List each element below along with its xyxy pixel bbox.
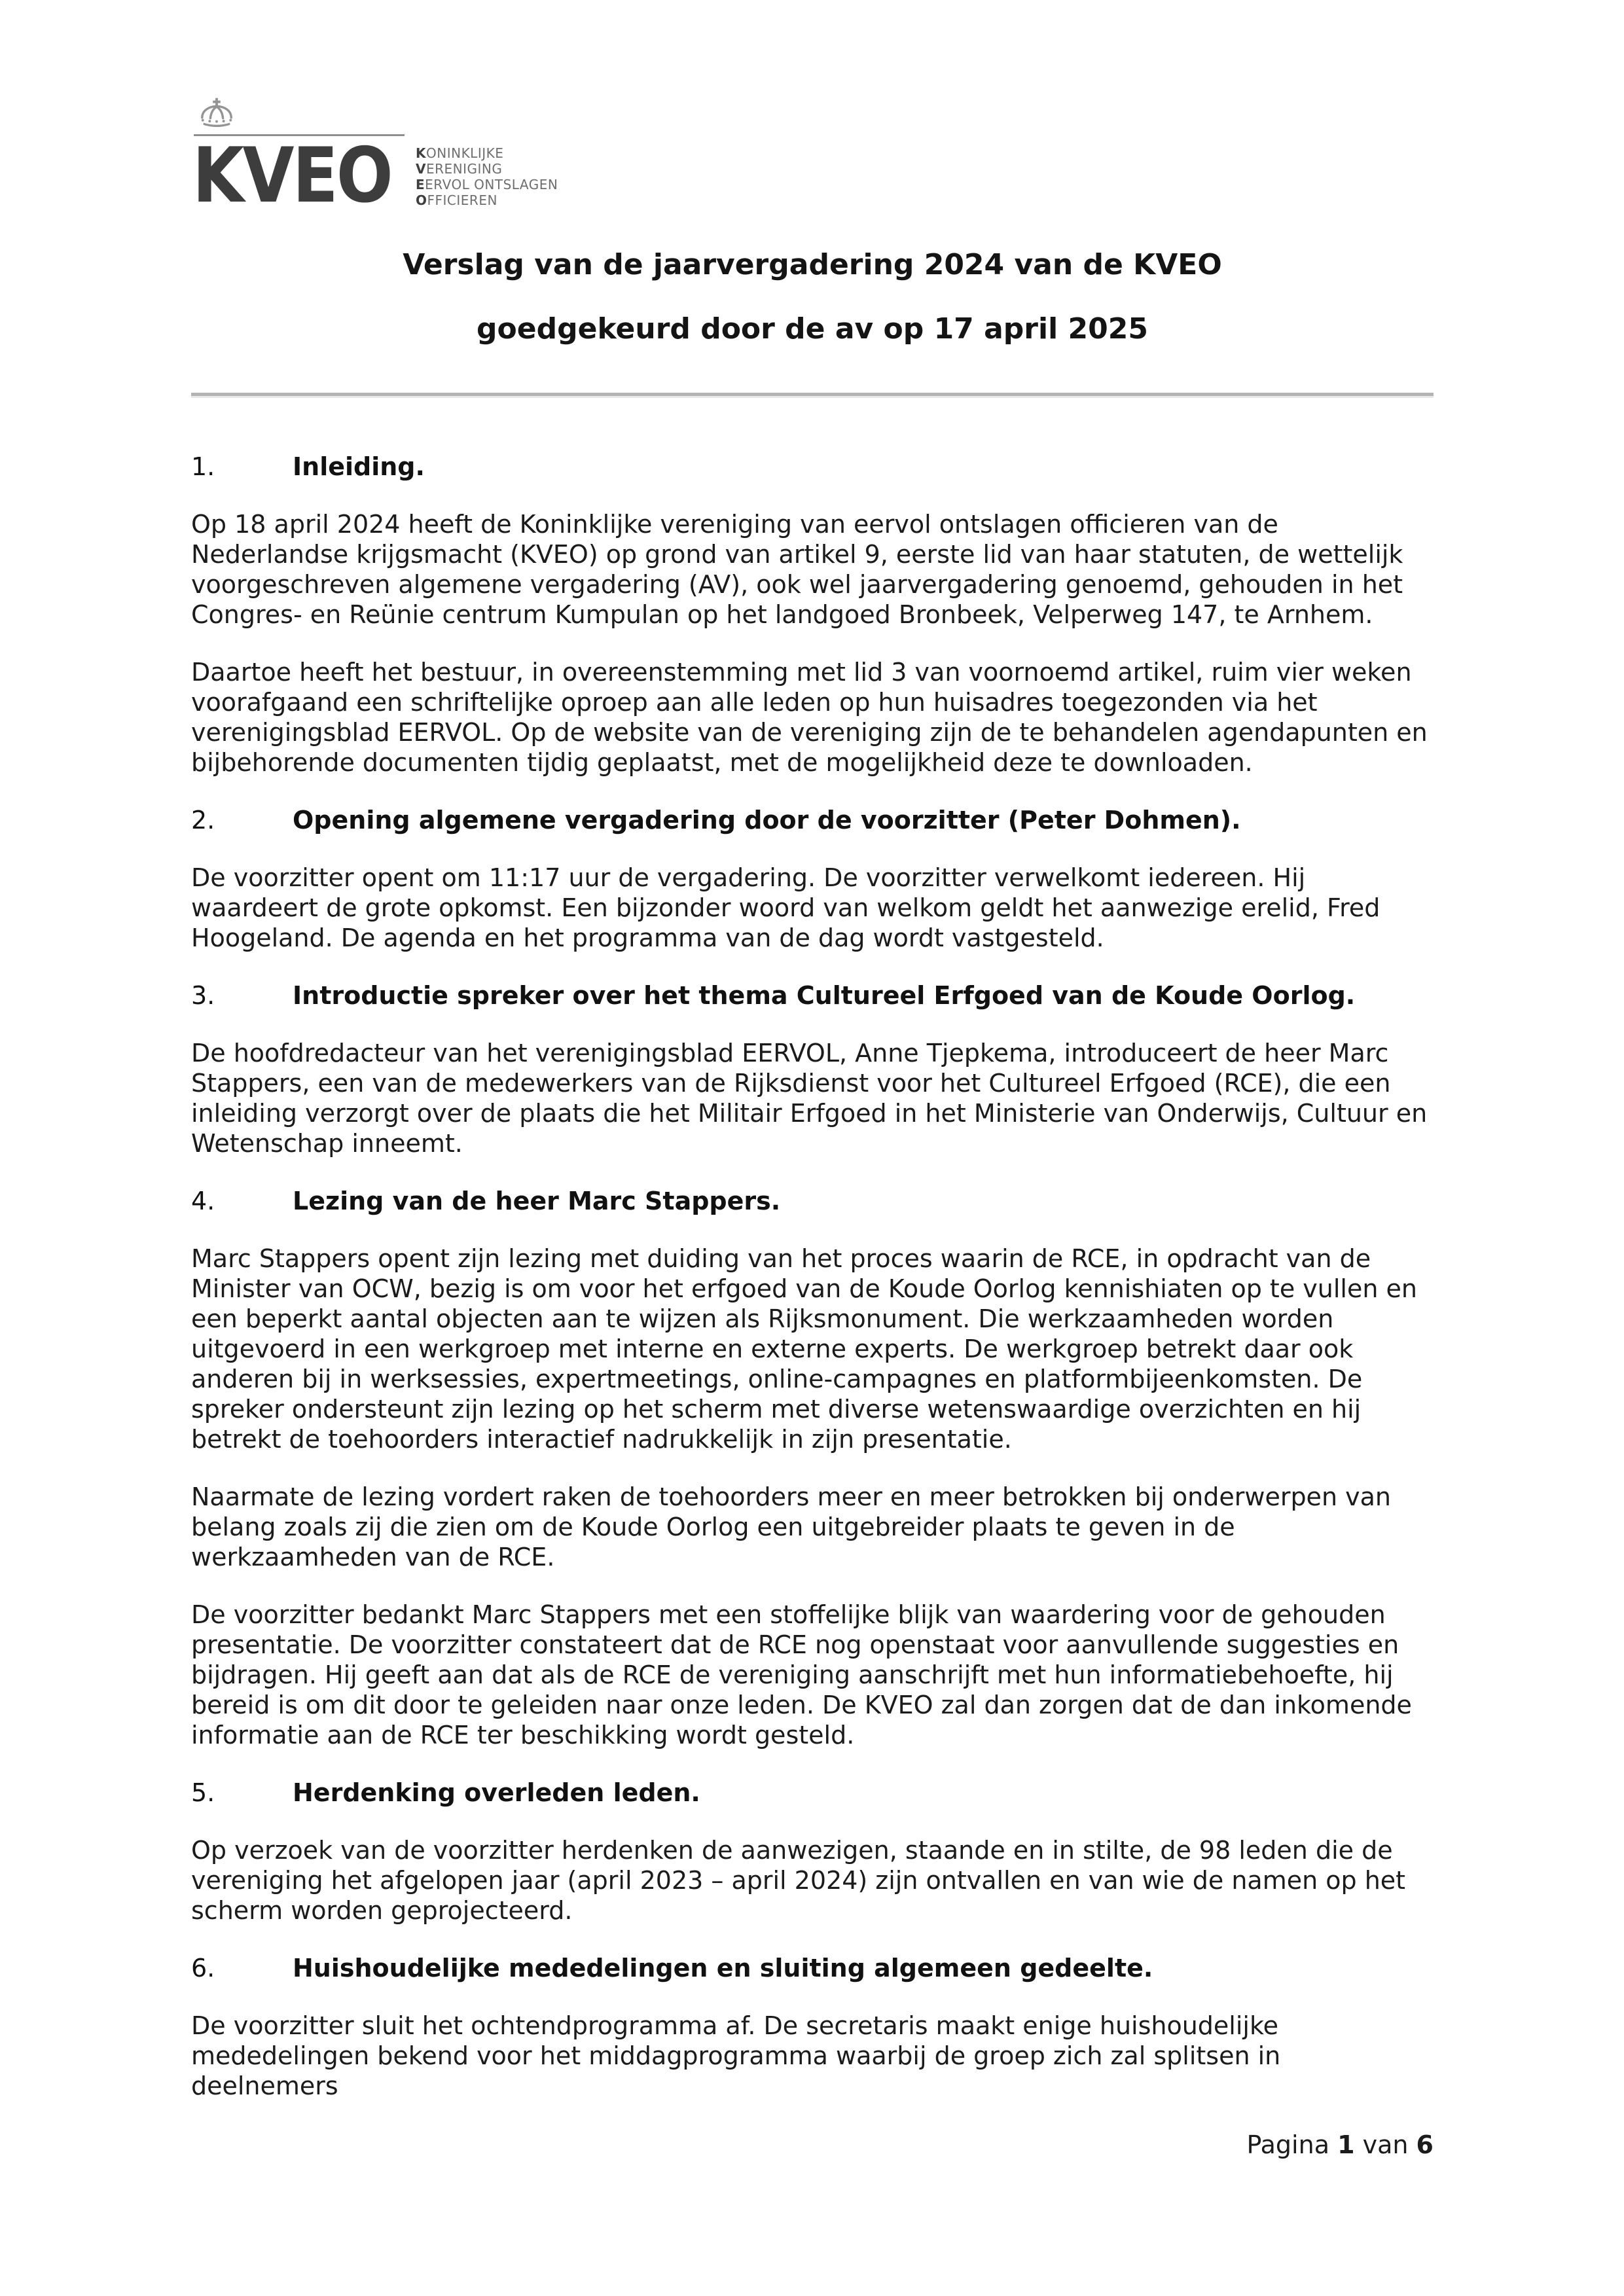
body-paragraph: De hoofdredacteur van het verenigingsblad EERVOL, Anne Tjepkema, introduceert de heer Marc Stappers, een van de medewerkers van de Rijksdienst voor het Cultureel Erfgoed (RCE), die een inleiding verzorgt over de plaats die het Militair Erfgoed in het Ministerie van Onderwijs, Cultuur en Wetenschap inneemt. <box>191 1039 1428 1158</box>
body-paragraph: Naarmate de lezing vordert raken de toehoorders meer en meer betrokken bij onderwerpen van belang zoals zij die zien om de Koude Oorlog een uitgebreider plaats te geven in de werkzaamheden van de RCE. <box>191 1482 1391 1571</box>
body-paragraph: De voorzitter bedankt Marc Stappers met een stoffelijke blijk van waardering voor de gehouden presentatie. De voorzitter constateert dat de RCE nog openstaat voor aanvullende suggesties en bijdragen. Hij geeft aan dat als de RCE de vereniging aanschrijft met hun informatiebehoefte, hij bereid is om dit door te geleiden naar onze leden. De KVEO zal dan zorgen dat de dan inkomende informatie aan de RCE ter beschikking wordt gesteld. <box>191 1600 1412 1749</box>
section-paragraphs <box>191 1038 1434 1158</box>
document-section <box>191 452 1434 778</box>
body-paragraph: Marc Stappers opent zijn lezing met duiding van het proces waarin de RCE, in opdracht van de Minister van OCW, bezig is om voor het erfgoed van de Koude Oorlog kennishiaten op te vullen en een beperkt aantal objecten aan te wijzen als Rijksmonument. Die werkzaamheden worden uitgevoerd in een werkgroep met interne en externe experts. De werkgroep betrekt daar ook anderen bij in werksessies, expertmeetings, online-campagnes en platformbijeenkomsten. De spreker ondersteunt zijn lezing op het scherm met diverse wetenswaardige overzichten en hij betrekt de toehoorders interactief nadrukkelijk in zijn presentatie. <box>191 1244 1417 1454</box>
section-paragraphs <box>191 2011 1434 2101</box>
section-heading-row <box>191 805 1434 835</box>
section-paragraphs <box>191 509 1434 778</box>
section-heading: Inleiding. <box>293 452 425 481</box>
section-heading: Opening algemene vergadering door de voorzitter (Peter Dohmen). <box>293 806 1241 834</box>
document-section <box>191 1186 1434 1750</box>
logo-acronym: KVEO <box>192 132 392 220</box>
document-body <box>191 452 1434 2128</box>
footer-separator: van <box>1354 2130 1416 2159</box>
section-heading-row <box>191 1778 1434 1808</box>
body-paragraph: Op 18 april 2024 heeft de Koninklijke vereniging van eervol ontslagen officieren van de Nederlandse krijgsmacht (KVEO) op grond van artikel 9, eerste lid van haar statuten, de wettelijk voorgeschreven algemene vergadering (AV), ook wel jaarvergadering genoemd, gehouden in het Congres- en Reünie centrum Kumpulan op het landgoed Bronbeek, Velperweg 147, te Arnhem. <box>191 510 1403 629</box>
body-paragraph: De voorzitter opent om 11:17 uur de vergadering. De voorzitter verwelkomt iedereen. Hij waardeert de grote opkomst. Een bijzonder woord van welkom geldt het aanwezige erelid, Fred Hoogeland. De agenda en het programma van de dag wordt vastgesteld. <box>191 863 1380 952</box>
section-number: 3. <box>191 981 215 1010</box>
logo-subtitle-line: KONINKLIJKE <box>416 145 504 161</box>
section-number: 4. <box>191 1187 215 1215</box>
section-paragraphs <box>191 863 1434 953</box>
section-heading-row <box>191 1186 1434 1216</box>
section-heading-row <box>191 980 1434 1011</box>
body-paragraph: Op verzoek van de voorzitter herdenken de aanwezigen, staande en in stilte, de 98 leden die de vereniging het afgelopen jaar (april 2023 – april 2024) zijn ontvallen en van wie de namen op het scherm worden geprojecteerd. <box>191 1836 1406 1925</box>
logo-subtitle-line: OFFICIEREN <box>416 192 497 208</box>
section-heading: Huishoudelijke mededelingen en sluiting algemeen gedeelte. <box>293 1954 1153 1982</box>
section-number: 6. <box>191 1954 215 1982</box>
section-number: 2. <box>191 806 215 834</box>
document-title-line1: Verslag van de jaarvergadering 2024 van de KVEO <box>403 248 1222 281</box>
section-paragraphs <box>191 1244 1434 1750</box>
logo-subtitle-line: VERENIGING <box>416 161 503 177</box>
document-section <box>191 1778 1434 1926</box>
document-title <box>191 247 1434 347</box>
section-heading: Herdenking overleden leden. <box>293 1778 700 1807</box>
kveo-logo <box>192 97 652 220</box>
footer-label: Pagina <box>1246 2130 1338 2159</box>
title-divider <box>191 393 1434 398</box>
section-number: 1. <box>191 452 215 481</box>
section-heading-row <box>191 1953 1434 1983</box>
logo-subtitle <box>416 145 558 208</box>
document-section <box>191 805 1434 953</box>
section-heading: Introductie spreker over het thema Cultureel Erfgoed van de Koude Oorlog. <box>293 981 1356 1010</box>
section-number: 5. <box>191 1778 215 1807</box>
crown-icon <box>198 97 236 130</box>
footer-page-number: 1 <box>1337 2130 1355 2159</box>
document-title-line2: goedgekeurd door de av op 17 april 2025 <box>477 312 1148 346</box>
section-heading-row <box>191 452 1434 482</box>
section-heading: Lezing van de heer Marc Stappers. <box>293 1187 781 1215</box>
body-paragraph: De voorzitter sluit het ochtendprogramma af. De secretaris maakt enige huishoudelijke mededelingen bekend voor het middagprogramma waarbij de groep zich zal splitsen in deelnemers <box>191 2011 1281 2100</box>
document-section <box>191 1953 1434 2101</box>
section-paragraphs <box>191 1835 1434 1926</box>
footer-page-total: 6 <box>1416 2130 1434 2159</box>
logo-subtitle-line: EERVOL ONTSLAGEN <box>416 177 558 192</box>
document-section <box>191 980 1434 1158</box>
page-footer <box>191 2130 1434 2160</box>
body-paragraph: Daartoe heeft het bestuur, in overeenstemming met lid 3 van voornoemd artikel, ruim vier weken voorafgaand een schriftelijke oproep aan alle leden op hun huisadres toegezonden via het verenigingsblad EERVOL. Op de website van de vereniging zijn de te behandelen agendapunten en bijbehorende documenten tijdig geplaatst, met de mogelijkheid deze te downloaden. <box>191 658 1428 777</box>
